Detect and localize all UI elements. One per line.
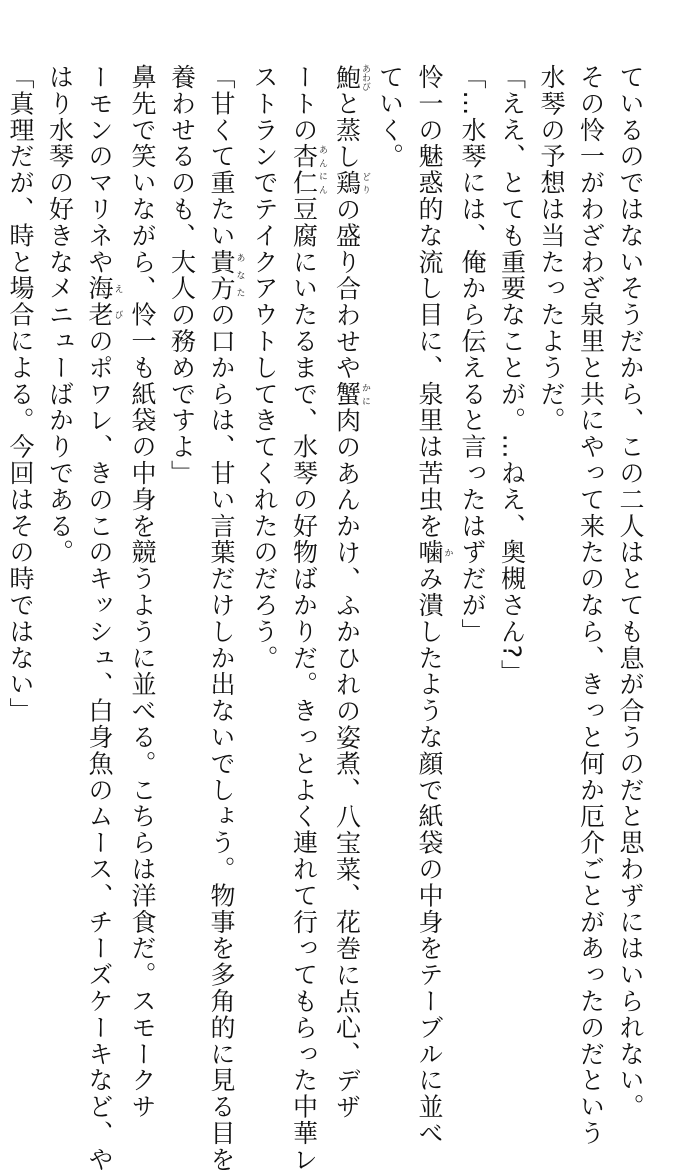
furigana-reading: どり bbox=[360, 169, 370, 197]
furigana-ruby: 杏仁あんにん bbox=[289, 143, 327, 197]
text-line: 水琴の予想は当たったようだ。 bbox=[537, 64, 566, 434]
text-line: 鮑あわびと蒸し鶏どりの盛り合わせや蟹かに肉のあんかけ、ふかひれの姿煮、八宝菜、花巻に点心、デザ bbox=[332, 64, 370, 1121]
vertical-text-block bbox=[1, 64, 651, 1173]
text-line: 「…水琴には、俺から伝えると言ったはずだが」 bbox=[458, 64, 487, 645]
furigana-reading: か bbox=[442, 539, 453, 566]
text-line: ーモンのマリネや海老えびのポワレ、きのこのキッシュ、白身魚のムース、チーズケーキなど、や bbox=[85, 64, 123, 1173]
text-line: ているのではないそうだから、この二人はとても息が合うのだと思わずにはいられない。 bbox=[616, 64, 645, 1120]
text-line: 「ええ、とても重要なことが。…ねえ、奥槻さん?」 bbox=[497, 64, 527, 686]
text-line: その怜一がわざわざ泉里と共にやって来たのなら、きっと何か厄介ごとがあったのだという bbox=[576, 64, 606, 1147]
text-line: 鼻先で笑いながら、怜一も紙袋の中身を競うように並べる。こちらは洋食だ。スモークサ bbox=[128, 64, 157, 1120]
furigana-ruby: 鶏どり bbox=[332, 169, 370, 197]
furigana-reading: えび bbox=[112, 275, 123, 329]
text-line: 「真理だが、時と場合による。今回はその時ではない」 bbox=[6, 64, 35, 724]
text-line: はり水琴の好きなメニューばかりである。 bbox=[45, 64, 75, 566]
furigana-ruby: 鮑あわび bbox=[332, 64, 370, 91]
furigana-reading: あんにん bbox=[317, 143, 327, 196]
text-line: ートの杏仁あんにん豆腐にいたるまで、水琴の好物ばかりだ。きっとよく連れて行ってもらった中華レ bbox=[289, 64, 327, 1173]
furigana-ruby: 蟹かに bbox=[332, 381, 370, 408]
furigana-ruby: 噛か bbox=[415, 539, 453, 566]
furigana-ruby: 貴方あなた bbox=[207, 248, 245, 302]
furigana-reading: あなた bbox=[234, 248, 245, 302]
furigana-reading: あわび bbox=[360, 64, 370, 91]
text-line: ていく。 bbox=[375, 64, 405, 170]
text-line: 「甘くて重たい貴方あなたの口からは、甘い言葉だけしか出ないでしょう。物事を多角的に見る目を bbox=[207, 64, 245, 1173]
text-line: 怜一の魅惑的な流し目に、泉里は苦虫を噛かみ潰したような顔で紙袋の中身をテーブルに並べ bbox=[415, 64, 453, 1147]
furigana-ruby: 海老えび bbox=[85, 275, 123, 329]
furigana-reading: かに bbox=[360, 381, 370, 408]
text-line: 養わせるのも、大人の務めですよ」 bbox=[167, 64, 197, 487]
text-line: ストランでテイクアウトしてきてくれたのだろう。 bbox=[250, 64, 279, 672]
